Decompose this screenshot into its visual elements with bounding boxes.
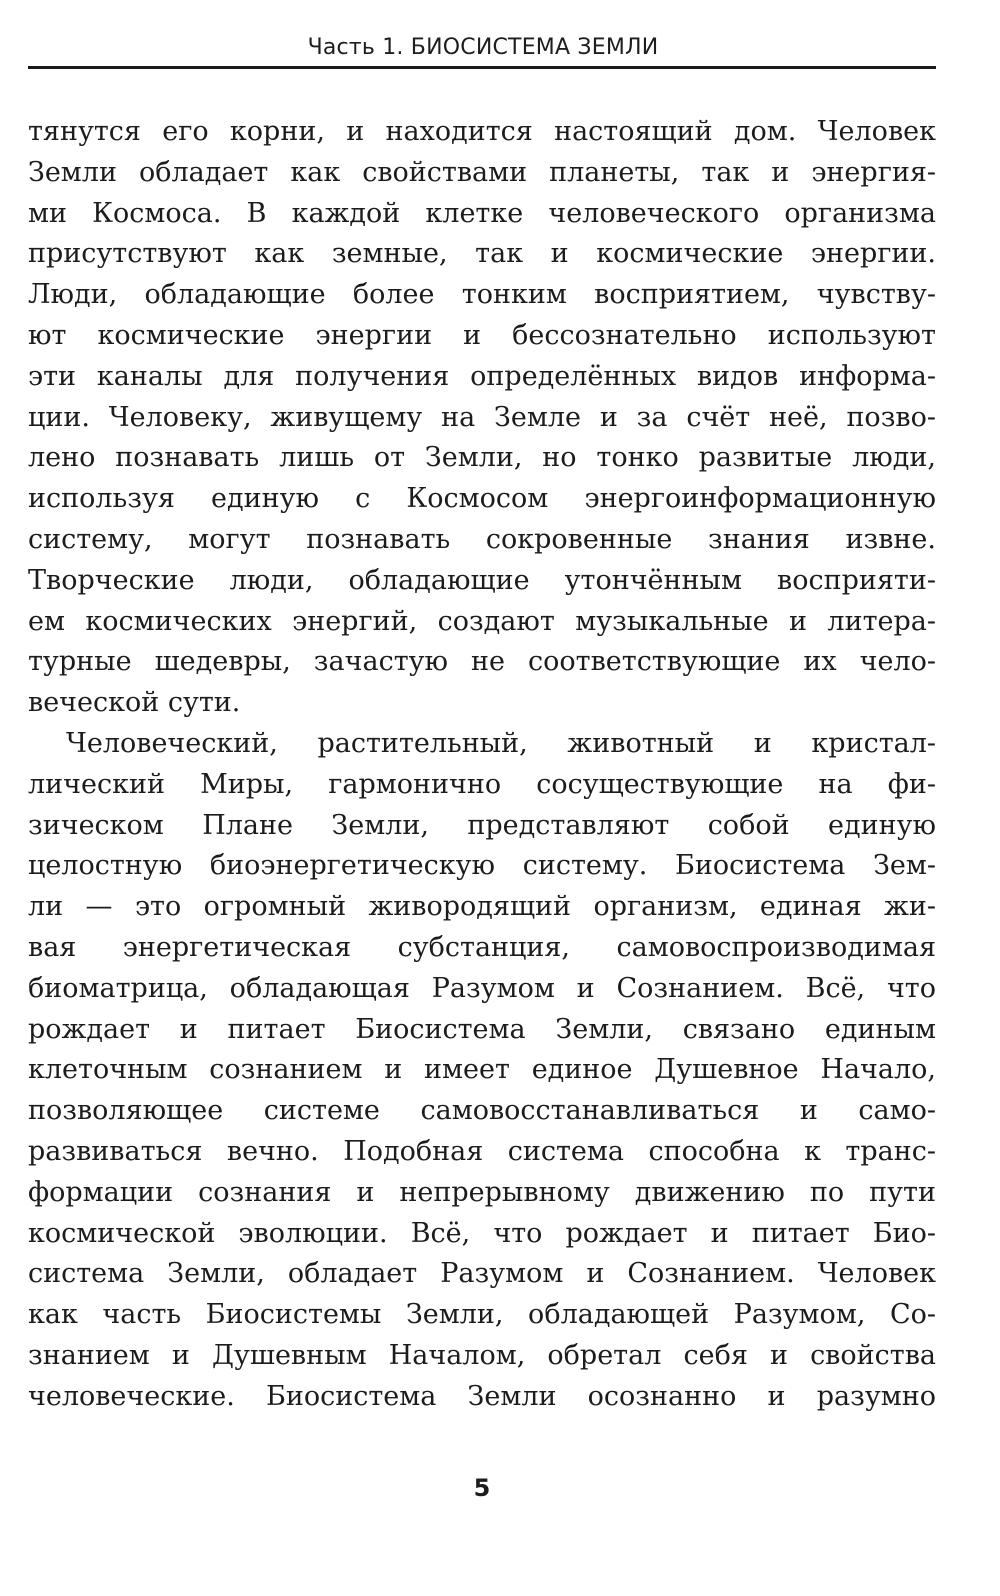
text-line: тянутся его корни, и находится настоящий дом. Человек (28, 116, 936, 147)
text-line: зическом Плане Земли, представляют собой единую (28, 809, 936, 841)
text-line: присутствуют как земные, так и космические энергии. (28, 238, 936, 270)
text-line: ли — это огромный живородящий организм, единая жи- (28, 891, 936, 923)
text-line: Земли обладает как свойствами планеты, так и энергия- (28, 156, 936, 188)
paragraph-1 (28, 112, 936, 724)
text-line: целостную биоэнергетическую систему. Биосистема Зем- (28, 850, 936, 882)
text-line: клеточным сознанием и имеет единое Душевное Начало, (28, 1054, 936, 1086)
page-number: 5 (473, 1474, 491, 1502)
text-line: систему, могут познавать сокровенные знания извне. (28, 523, 936, 555)
header-rule (28, 66, 936, 69)
text-line: система Земли, обладает Разумом и Сознанием. Человек (28, 1258, 936, 1290)
text-line: позволяющее системе самовосстанавливаться и само- (28, 1095, 936, 1127)
text-line: биоматрица, обладающая Разумом и Сознанием. Всё, что (28, 972, 936, 1004)
running-header: Часть 1. БИОСИСТЕМА ЗЕМЛИ (307, 35, 659, 60)
text-line: вая энергетическая субстанция, самовоспроизводимая (28, 931, 936, 963)
text-line: веческой сути. (28, 687, 241, 719)
text-line: лический Миры, гармонично сосуществующие на фи- (28, 768, 936, 800)
text-line: знанием и Душевным Началом, обретал себя и свойства (28, 1339, 936, 1371)
text-line: используя единую с Космосом энергоинформационную (28, 483, 936, 515)
text-line: лено познавать лишь от Земли, но тонко развитые люди, (28, 442, 936, 474)
text-line: Человеческий, растительный, животный и кристал- (66, 727, 936, 759)
text-line: рождает и питает Биосистема Земли, связано единым (28, 1013, 936, 1045)
text-line: развиваться вечно. Подобная система способна к транс- (28, 1135, 936, 1167)
text-line: ции. Человеку, живущему на Земле и за счёт неё, позво- (28, 401, 936, 433)
text-line: ми Космоса. В каждой клетке человеческого организма (28, 197, 936, 229)
text-line: Творческие люди, обладающие утончённым восприяти- (28, 564, 936, 596)
body-text (28, 112, 936, 1418)
text-line: Люди, обладающие более тонким восприятием, чувству- (28, 279, 936, 311)
text-line: человеческие. Биосистема Земли осознанно и разумно (28, 1380, 936, 1412)
paragraph-2 (28, 724, 936, 1418)
text-line: формации сознания и непрерывному движению по пути (28, 1176, 936, 1208)
text-line: ем космических энергий, создают музыкальные и литера- (28, 605, 936, 637)
text-line: эти каналы для получения определённых видов информа- (28, 360, 936, 392)
text-line: как часть Биосистемы Земли, обладающей Разумом, Со- (28, 1299, 936, 1331)
text-line: ют космические энергии и бессознательно используют (28, 319, 936, 351)
text-line: космической эволюции. Всё, что рождает и питает Био- (28, 1217, 936, 1249)
text-line: турные шедевры, зачастую не соответствующие их чело- (28, 646, 936, 678)
